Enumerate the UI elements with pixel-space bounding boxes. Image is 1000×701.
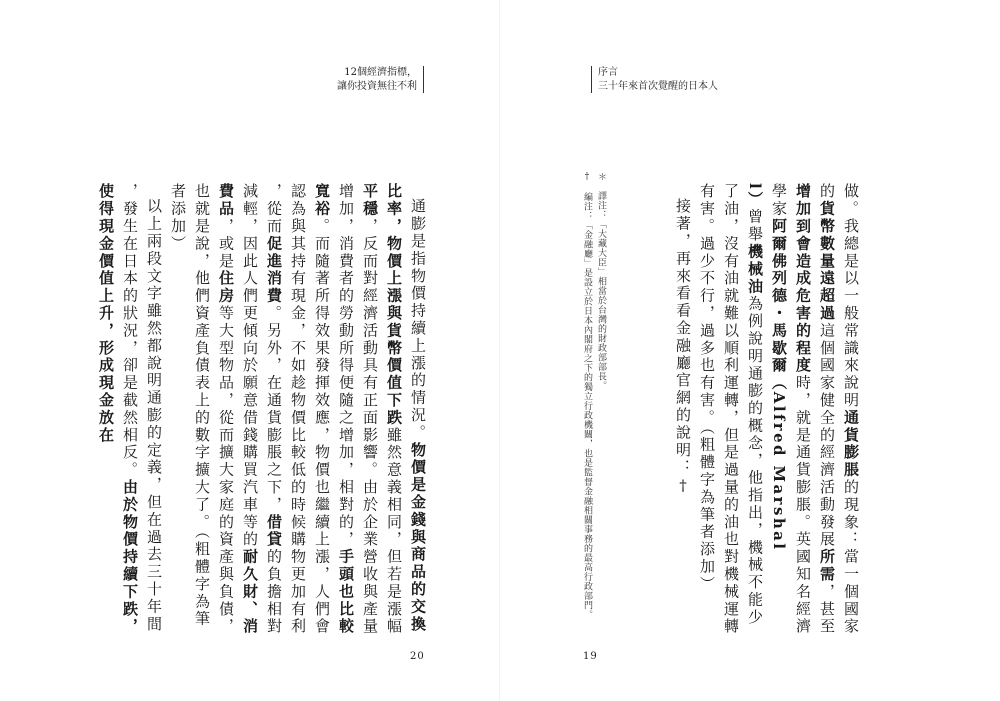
text-line (382, 183, 406, 636)
text-segment: 認為與其持有現金，不如趁物價比較低的時候購物更加有利 (289, 183, 307, 636)
text-line (214, 183, 238, 636)
text-segment: ，或是 (217, 217, 235, 271)
bold-text-segment: 費品 (217, 183, 235, 218)
left-body-text (90, 183, 430, 636)
bold-text-segment: 寬裕 (313, 183, 331, 218)
page-gutter (499, 0, 500, 701)
bold-text-segment: 使得現金價值上升，形成現金放在 (97, 183, 115, 444)
text-segment: 。而隨著所得效果發揮效應，物價也繼續上漲，人們會 (313, 217, 331, 636)
text-line (286, 183, 310, 636)
text-segment: ，發生在日本的狀況，卻是截然相反。 (121, 183, 139, 479)
text-line (719, 183, 743, 636)
text-segment: 的負擔相對 (265, 548, 283, 636)
bold-text-segment: l） (746, 183, 764, 209)
bold-text-segment: 住房 (217, 270, 235, 305)
text-segment: 。另外，在通貨膨脹之下， (265, 304, 283, 514)
text-segment: 也就是說，他們資產負債表上的數字擴大了。（粗體字為筆 (193, 183, 211, 628)
text-line (358, 183, 382, 636)
text-segment: 增加，消費者的勞動所得便隨之增加，相對的， (337, 183, 355, 549)
left-running-header (337, 66, 424, 94)
right-header-line1: 序言 (598, 67, 618, 78)
text-segment: ，反而對經濟活動具有正面影響。由於企業營收與產量 (361, 217, 379, 636)
text-segment: 的現象：當一個國家 (842, 478, 860, 636)
bold-text-segment: 所需 (818, 548, 836, 584)
bold-text-segment: 比率，物價上漲與貨幣價值下跌 (385, 183, 403, 427)
right-header-line2: 三十年來首次覺醒的日本人 (598, 81, 718, 92)
text-segment: † (674, 476, 692, 497)
text-segment: 有害。過少不行，過多也有害。（粗體字為筆者添加） (698, 183, 716, 594)
bold-text-segment: 物價是金錢與商品的交換 (409, 441, 427, 634)
text-line (310, 183, 334, 636)
text-line (839, 183, 863, 636)
text-line (695, 183, 719, 594)
text-segment: 以上兩段文字雖然都說明通膨的定義，但在過去三十年間 (145, 198, 163, 633)
bold-text-segment: 貨幣數量遠超過 (818, 200, 836, 323)
text-line (190, 183, 214, 628)
text-segment: 這個國家健全的經濟活動發展 (818, 322, 836, 549)
bold-text-segment: 促進消費 (265, 235, 283, 305)
text-segment: 曾舉 (746, 208, 764, 244)
bold-text-segment: 通貨膨脹 (842, 409, 860, 479)
footnotes (578, 172, 608, 620)
right-page-number: 19 (583, 651, 598, 662)
right-body-text (663, 183, 863, 636)
text-line (94, 183, 118, 588)
text-segment: 時，就是通貨膨脹。英國知名經濟 (794, 374, 812, 636)
text-segment: 者添加） (169, 183, 187, 253)
text-segment: 學家 (770, 183, 788, 218)
text-line (743, 183, 767, 627)
text-line (791, 183, 815, 636)
bold-text-segment: 借貸 (265, 513, 283, 549)
right-header-rule (591, 66, 592, 93)
footnote-1: ＊ 譯注：「大藏大臣」相當於台灣的財政部部長。 (596, 172, 606, 391)
text-segment: 減輕，因此人們更傾向於願意借錢購買汽車等的 (241, 183, 259, 549)
bold-text-segment: 阿爾佛列德・馬歇爾（Alfred Marshal (770, 217, 788, 552)
left-header-line2: 讓你投資無往不利 (337, 81, 417, 92)
bold-text-segment: 手頭也比較 (337, 548, 355, 636)
text-segment: 等大型物品，從而擴大家庭的資產與負債， (217, 304, 235, 636)
text-segment: 做。我總是以一般常識來說明 (842, 183, 860, 410)
text-line (406, 183, 430, 634)
left-header-rule (423, 66, 424, 93)
bold-text-segment: 平穩 (361, 183, 379, 218)
text-segment: ，甚至 (818, 583, 836, 636)
text-line (262, 183, 286, 636)
text-segment: 通膨是指物價持續上漲的情況。 (409, 198, 427, 442)
bold-text-segment: 耐久財、消 (241, 548, 259, 636)
left-header-line1: 12個經濟指標， (344, 67, 417, 78)
text-line (671, 183, 695, 588)
text-line (238, 183, 262, 636)
text-segment: 為例說明通膨的概念，他指出，機械不能少 (746, 295, 764, 627)
right-header-text (598, 66, 718, 94)
text-line (767, 183, 791, 588)
text-line (815, 183, 839, 636)
bold-text-segment: 機械油 (746, 243, 764, 296)
text-line (334, 183, 358, 636)
text-segment: 了油，沒有油就難以順利運轉，但是過量的油也對機械運轉 (722, 183, 740, 636)
text-segment: 接著，再來看看金融廳官網的說明： (674, 198, 692, 477)
text-segment: 雖然意義相同，但若是漲幅 (385, 426, 403, 636)
text-line (142, 183, 166, 633)
left-page-number: 20 (410, 651, 425, 662)
text-segment: ，從而 (265, 183, 283, 236)
text-segment: 的 (818, 183, 836, 201)
text-line (118, 183, 142, 636)
left-header-text (337, 66, 417, 94)
bold-text-segment: 由於物價持續下跌， (121, 478, 139, 636)
bold-text-segment: 增加到會造成危害的程度 (794, 183, 812, 375)
footnote-2: † 編注：「金融廳」是設立於日本內閣府之下的獨立行政機關，也是監督金融相關事務的最高行政部門。 (582, 172, 592, 620)
text-line (166, 183, 190, 588)
right-running-header (591, 66, 718, 94)
